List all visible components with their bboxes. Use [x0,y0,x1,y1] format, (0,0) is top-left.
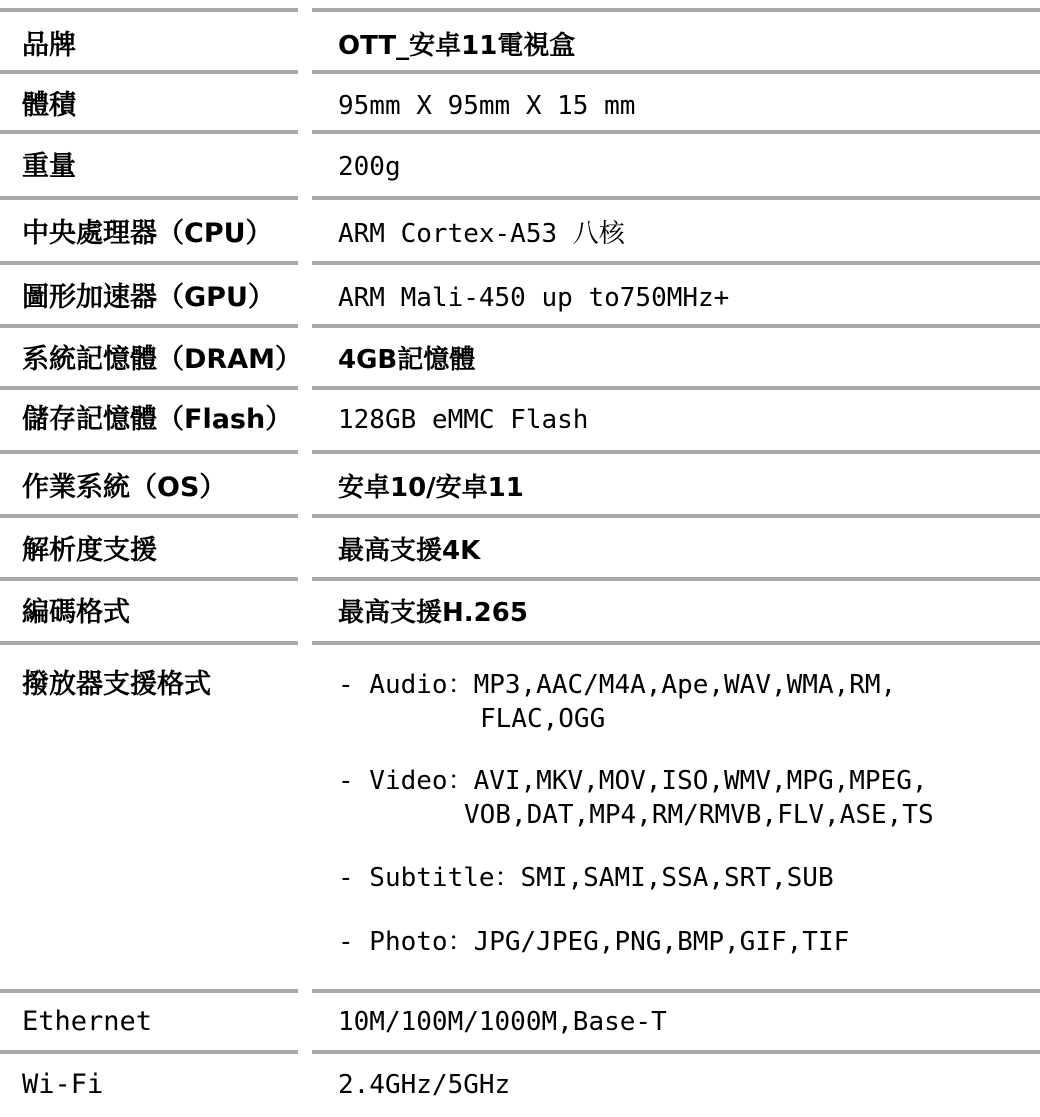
format-subtitle [338,861,834,895]
spec-value-size: 95mm X 95mm X 15 mm [338,91,636,121]
format-audio-line1: - Audio：MP3,AAC/M4A,Ape,WAV,WMA,RM, [338,670,897,700]
spec-label-brand: 品牌 [22,30,76,61]
format-photo [338,925,849,959]
spec-label-weight: 重量 [22,151,76,182]
spec-label-codec: 編碼格式 [22,597,130,628]
divider [0,196,298,200]
divider [312,324,1040,328]
spec-label-size: 體積 [22,90,76,121]
divider [312,450,1040,454]
spec-value-resolution: 最高支援4K [338,536,481,566]
divider [0,386,298,390]
spec-value-dram: 4GB記憶體 [338,345,476,375]
divider [312,1050,1040,1054]
divider [312,641,1040,645]
spec-label-flash: 儲存記憶體（Flash） [22,404,293,435]
spec-label-resolution: 解析度支援 [22,535,157,566]
divider [0,641,298,645]
spec-label-os: 作業系統（OS） [22,472,227,503]
format-video-line1: - Video：AVI,MKV,MOV,ISO,WMV,MPG,MPEG, [338,766,928,796]
divider [312,70,1040,74]
format-video-line2: VOB,DAT,MP4,RM/RMVB,FLV,ASE,TS [464,800,934,830]
divider [0,70,298,74]
divider [312,261,1040,265]
divider [312,196,1040,200]
spec-value-ethernet: 10M/100M/1000M,Base-T [338,1007,667,1037]
spec-label-wifi: Wi-Fi [22,1069,104,1100]
divider [0,514,298,518]
spec-label-gpu: 圖形加速器（GPU） [22,282,275,313]
spec-value-gpu: ARM Mali-450 up to750MHz+ [338,283,730,313]
spec-value-codec: 最高支援H.265 [338,598,528,628]
divider [312,989,1040,993]
format-audio [338,668,896,736]
divider [0,450,298,454]
format-audio-line2: FLAC,OGG [480,704,606,734]
divider [0,130,298,134]
divider [312,386,1040,390]
spec-label-ethernet: Ethernet [22,1006,153,1037]
spec-value-flash: 128GB eMMC Flash [338,405,589,435]
divider [0,8,298,12]
format-subtitle-line1: - Subtitle：SMI,SAMI,SSA,SRT,SUB [338,863,834,893]
spec-label-cpu: 中央處理器（CPU） [22,218,273,249]
divider [0,1050,298,1054]
divider [0,261,298,265]
divider [0,989,298,993]
spec-value-cpu: ARM Cortex-A53 八核 [338,219,625,249]
spec-value-os: 安卓10/安卓11 [338,473,524,503]
divider [312,8,1040,12]
spec-value-brand: OTT_安卓11電視盒 [338,31,576,61]
divider [0,324,298,328]
spec-label-player-formats: 撥放器支援格式 [22,669,211,700]
spec-label-dram: 系統記憶體（DRAM） [22,344,302,375]
spec-value-wifi: 2.4GHz/5GHz [338,1070,511,1100]
format-photo-line1: - Photo：JPG/JPEG,PNG,BMP,GIF,TIF [338,927,850,957]
spec-value-weight: 200g [338,152,401,182]
divider [312,577,1040,581]
format-video [338,764,934,832]
divider [0,577,298,581]
divider [312,514,1040,518]
divider [312,130,1040,134]
